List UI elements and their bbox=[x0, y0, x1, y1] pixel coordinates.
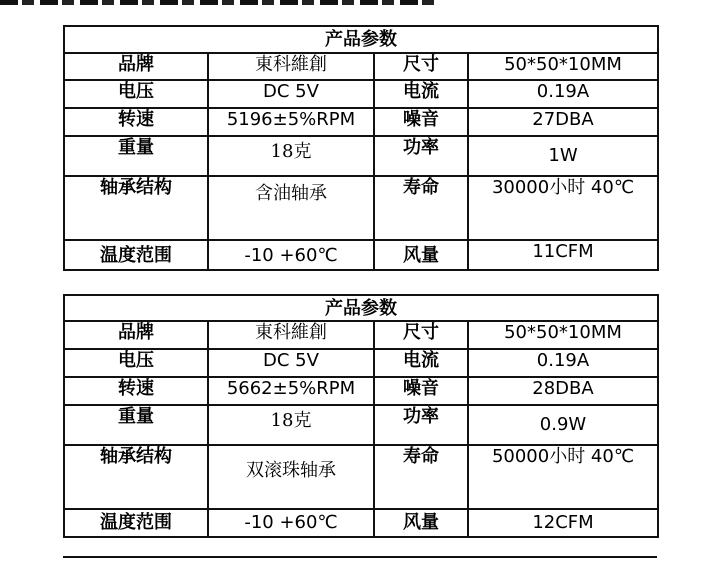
size-value: 50*50*10MM bbox=[468, 321, 658, 349]
weight-value: 18克 bbox=[208, 136, 374, 176]
brand-value: 東科維創 bbox=[208, 53, 374, 80]
spec-header: 产品参数 bbox=[64, 295, 658, 321]
noise-value: 27DBA bbox=[468, 108, 658, 136]
airflow-value: 11CFM bbox=[468, 240, 658, 270]
size-value: 50*50*10MM bbox=[468, 53, 658, 80]
airflow-label: 风量 bbox=[374, 240, 468, 270]
size-label: 尺寸 bbox=[374, 53, 468, 80]
top-cropped-text-strip bbox=[0, 0, 440, 5]
bearing-value: 双滚珠轴承 bbox=[208, 445, 374, 509]
spec-row-voltage bbox=[64, 349, 658, 377]
current-value: 0.19A bbox=[468, 349, 658, 377]
speed-value: 5196±5%RPM bbox=[208, 108, 374, 136]
spec-row-weight bbox=[64, 405, 658, 445]
spec-table-1 bbox=[63, 25, 659, 271]
voltage-label: 电压 bbox=[64, 349, 208, 377]
brand-label: 品牌 bbox=[64, 321, 208, 349]
spec-row-voltage bbox=[64, 80, 658, 108]
weight-value: 18克 bbox=[208, 405, 374, 445]
temp-label: 温度范围 bbox=[64, 240, 208, 270]
spec-row-speed bbox=[64, 377, 658, 405]
voltage-value: DC 5V bbox=[208, 80, 374, 108]
current-value: 0.19A bbox=[468, 80, 658, 108]
spec-row-brand bbox=[64, 321, 658, 349]
spec-row-weight bbox=[64, 136, 658, 176]
temp-value: -10 +60℃ bbox=[208, 509, 374, 537]
life-label: 寿命 bbox=[374, 445, 468, 509]
size-label: 尺寸 bbox=[374, 321, 468, 349]
weight-label: 重量 bbox=[64, 136, 208, 176]
life-value: 50000小时 40℃ bbox=[468, 445, 658, 509]
airflow-value: 12CFM bbox=[468, 509, 658, 537]
spec-header-row bbox=[64, 26, 658, 53]
spec-row-speed bbox=[64, 108, 658, 136]
spec-row-brand bbox=[64, 53, 658, 80]
weight-label: 重量 bbox=[64, 405, 208, 445]
current-label: 电流 bbox=[374, 349, 468, 377]
noise-value: 28DBA bbox=[468, 377, 658, 405]
voltage-label: 电压 bbox=[64, 80, 208, 108]
airflow-label: 风量 bbox=[374, 509, 468, 537]
bearing-label: 轴承结构 bbox=[64, 445, 208, 509]
spec-row-bearing bbox=[64, 176, 658, 240]
speed-label: 转速 bbox=[64, 108, 208, 136]
power-value: 0.9W bbox=[468, 405, 658, 445]
current-label: 电流 bbox=[374, 80, 468, 108]
spec-row-bearing bbox=[64, 445, 658, 509]
voltage-value: DC 5V bbox=[208, 349, 374, 377]
speed-value: 5662±5%RPM bbox=[208, 377, 374, 405]
noise-label: 噪音 bbox=[374, 108, 468, 136]
bearing-label: 轴承结构 bbox=[64, 176, 208, 240]
life-value: 30000小时 40℃ bbox=[468, 176, 658, 240]
temp-label: 温度范围 bbox=[64, 509, 208, 537]
brand-label: 品牌 bbox=[64, 53, 208, 80]
life-label: 寿命 bbox=[374, 176, 468, 240]
bearing-value: 含油轴承 bbox=[208, 176, 374, 240]
spec-row-temperature bbox=[64, 509, 658, 537]
bottom-divider bbox=[63, 556, 657, 558]
power-value: 1W bbox=[468, 136, 658, 176]
temp-value: -10 +60℃ bbox=[208, 240, 374, 270]
power-label: 功率 bbox=[374, 136, 468, 176]
spec-header-row bbox=[64, 295, 658, 321]
brand-value: 東科維創 bbox=[208, 321, 374, 349]
noise-label: 噪音 bbox=[374, 377, 468, 405]
speed-label: 转速 bbox=[64, 377, 208, 405]
spec-header: 产品参数 bbox=[64, 26, 658, 53]
spec-table-2 bbox=[63, 294, 659, 538]
spec-row-temperature bbox=[64, 240, 658, 270]
power-label: 功率 bbox=[374, 405, 468, 445]
